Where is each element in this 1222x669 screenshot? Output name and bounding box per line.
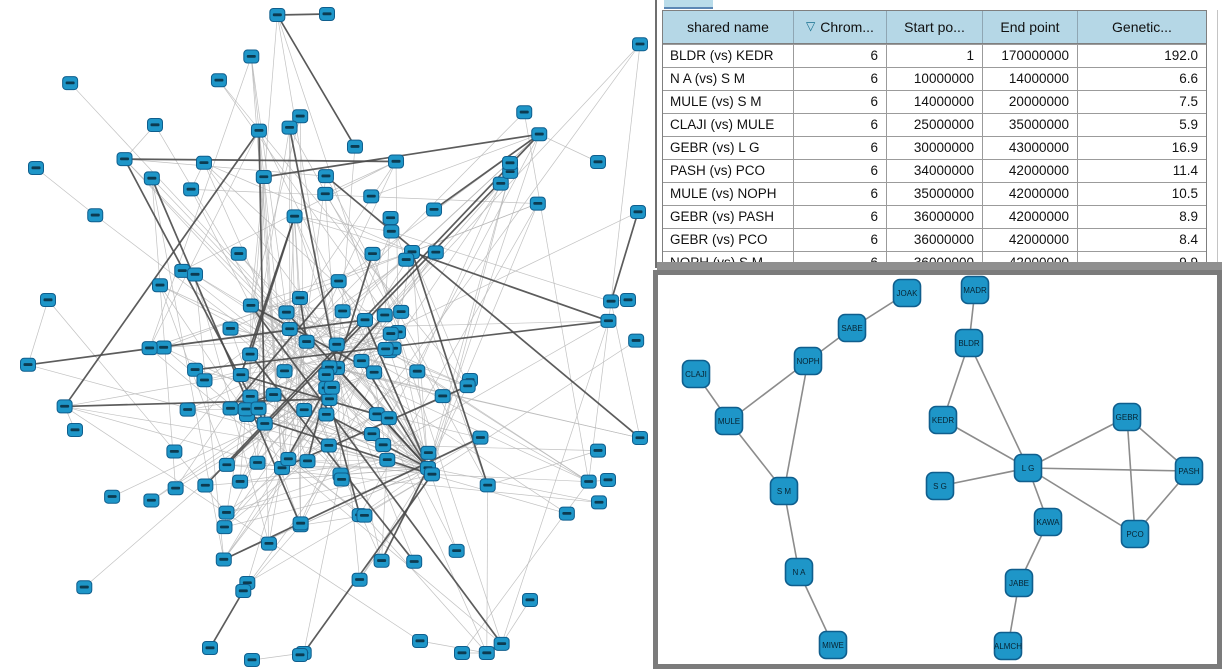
table-row[interactable] <box>663 44 1206 67</box>
network-edge <box>364 516 486 653</box>
column-header-label: Genetic... <box>1112 19 1172 35</box>
network-node-miwe[interactable] <box>820 632 847 659</box>
network-node[interactable] <box>117 153 132 166</box>
table-cell[interactable]: 6 <box>794 137 887 159</box>
table-cell[interactable]: GEBR (vs) PASH <box>663 206 794 228</box>
network-edge <box>539 134 598 162</box>
network-edge <box>204 163 412 252</box>
table-cell[interactable]: 42000000 <box>983 206 1078 228</box>
table-row[interactable] <box>663 159 1206 182</box>
network-node-s-m[interactable] <box>771 478 798 505</box>
network-node[interactable] <box>250 456 265 469</box>
network-node[interactable] <box>331 275 346 288</box>
network-node[interactable] <box>203 642 218 655</box>
network-node[interactable] <box>142 342 157 355</box>
table-row[interactable] <box>663 136 1206 159</box>
network-node[interactable] <box>251 402 266 415</box>
network-node[interactable] <box>318 187 333 200</box>
table-cell[interactable]: 5.9 <box>1179 117 1198 132</box>
network-node[interactable] <box>144 172 159 185</box>
network-node[interactable] <box>168 482 183 495</box>
node-label: KEDR <box>931 415 955 425</box>
network-node[interactable] <box>197 374 212 387</box>
network-edge-L G-GEBR[interactable] <box>1028 417 1127 468</box>
network-node[interactable] <box>261 537 276 550</box>
table-cell[interactable]: 10.5 <box>1171 186 1198 201</box>
network-node[interactable] <box>282 322 297 335</box>
shared-name-table[interactable] <box>662 10 1207 275</box>
column-header-label: End point <box>1000 19 1060 35</box>
table-tab-fragment <box>664 0 713 9</box>
network-node[interactable] <box>532 128 547 141</box>
node-label: N A <box>792 567 806 577</box>
table-cell[interactable]: 42000000 <box>983 229 1078 251</box>
table-cell[interactable]: 25000000 <box>887 114 983 136</box>
network-node[interactable] <box>231 247 246 260</box>
network-node[interactable] <box>384 225 399 238</box>
network-node[interactable] <box>364 190 379 203</box>
network-edge <box>36 168 95 215</box>
network-node[interactable] <box>376 438 391 451</box>
network-node-bldr[interactable] <box>956 330 983 357</box>
network-node-joak[interactable] <box>894 280 921 307</box>
table-cell[interactable]: 42000000 <box>983 160 1078 182</box>
network-node-claji[interactable] <box>683 361 710 388</box>
network-node[interactable] <box>321 439 336 452</box>
node-label: PCO <box>1126 529 1144 539</box>
network-node[interactable] <box>633 38 648 51</box>
node-label: KAWA <box>1036 517 1060 527</box>
table-row[interactable] <box>663 90 1206 113</box>
network-edge <box>28 300 48 365</box>
network-node[interactable] <box>88 209 103 222</box>
network-node[interactable] <box>188 268 203 281</box>
network-edge <box>389 418 457 551</box>
table-cell[interactable]: 42000000 <box>983 183 1078 205</box>
column-header-genetic---[interactable] <box>1078 11 1206 43</box>
network-node[interactable] <box>257 417 272 430</box>
network-node[interactable] <box>152 279 167 292</box>
network-node-sabe[interactable] <box>839 315 866 342</box>
network-edge-GEBR-PCO[interactable] <box>1127 417 1135 534</box>
node-label: PASH <box>1178 466 1200 476</box>
network-node[interactable] <box>455 647 470 660</box>
network-node[interactable] <box>293 292 308 305</box>
network-node[interactable] <box>233 368 248 381</box>
table-cell[interactable]: 36000000 <box>887 229 983 251</box>
table-row[interactable] <box>663 113 1206 136</box>
table-cell[interactable]: 6 <box>794 206 887 228</box>
table-cell[interactable]: MULE (vs) NOPH <box>663 183 794 205</box>
network-node[interactable] <box>266 388 281 401</box>
network-node[interactable] <box>300 455 315 468</box>
network-node[interactable] <box>427 203 442 216</box>
table-cell[interactable]: 6 <box>794 183 887 205</box>
network-node[interactable] <box>413 635 428 648</box>
network-node[interactable] <box>631 206 646 219</box>
network-edge <box>611 212 638 301</box>
network-node[interactable] <box>354 354 369 367</box>
node-label: ALMCH <box>993 641 1023 651</box>
network-node[interactable] <box>319 408 334 421</box>
network-node[interactable] <box>357 509 372 522</box>
table-cell[interactable]: 1 <box>887 45 983 67</box>
network-edge <box>326 176 640 438</box>
node-label: CLAJI <box>685 369 707 379</box>
table-header-row <box>663 11 1206 44</box>
column-header-label: shared name <box>687 19 769 35</box>
network-node[interactable] <box>256 170 271 183</box>
network-edge <box>420 641 487 653</box>
network-node[interactable] <box>236 584 251 597</box>
network-node[interactable] <box>270 9 285 22</box>
table-cell[interactable]: BLDR (vs) KEDR <box>663 45 794 67</box>
network-node[interactable] <box>449 544 464 557</box>
network-edge <box>428 134 539 468</box>
network-node[interactable] <box>389 155 404 168</box>
table-cell[interactable]: GEBR (vs) L G <box>663 137 794 159</box>
network-node[interactable] <box>29 162 44 175</box>
node-label: BLDR <box>958 338 980 348</box>
table-cell[interactable]: 6 <box>794 160 887 182</box>
column-header-end-point[interactable] <box>983 11 1078 43</box>
network-node[interactable] <box>473 431 488 444</box>
network-edge <box>434 134 539 209</box>
node-label: MADR <box>963 285 987 295</box>
network-node[interactable] <box>530 197 545 210</box>
table-row[interactable] <box>663 67 1206 90</box>
network-node[interactable] <box>299 335 314 348</box>
network-edge <box>295 216 487 653</box>
table-cell[interactable]: 6 <box>794 68 887 90</box>
table-cell[interactable]: 36000000 <box>887 206 983 228</box>
network-node[interactable] <box>223 322 238 335</box>
network-node[interactable] <box>633 431 648 444</box>
table-row[interactable] <box>663 205 1206 228</box>
table-cell[interactable]: 6 <box>794 229 887 251</box>
network-node[interactable] <box>460 380 475 393</box>
network-node[interactable] <box>198 479 213 492</box>
network-node[interactable] <box>629 334 644 347</box>
table-cell[interactable]: 34000000 <box>887 160 983 182</box>
network-node[interactable] <box>148 119 163 132</box>
network-node-pash[interactable] <box>1176 458 1203 485</box>
network-node[interactable] <box>318 170 333 183</box>
network-node[interactable] <box>217 521 232 534</box>
network-node[interactable] <box>358 314 373 327</box>
column-header-chrom---[interactable] <box>794 11 887 43</box>
network-node[interactable] <box>233 475 248 488</box>
network-edge <box>487 485 488 653</box>
network-node-l-g[interactable] <box>1015 455 1042 482</box>
network-node[interactable] <box>167 445 182 458</box>
network-node[interactable] <box>219 506 234 519</box>
network-node[interactable] <box>329 338 344 351</box>
network-node[interactable] <box>223 402 238 415</box>
network-node[interactable] <box>480 479 495 492</box>
network-node[interactable] <box>424 468 439 481</box>
filtered-network-canvas[interactable] <box>658 275 1217 664</box>
network-edge <box>219 80 398 332</box>
network-edge <box>412 252 608 321</box>
network-node[interactable] <box>399 253 414 266</box>
network-node[interactable] <box>381 412 396 425</box>
table-cell[interactable]: GEBR (vs) PCO <box>663 229 794 251</box>
network-node[interactable] <box>523 594 538 607</box>
column-header-label: Start po... <box>904 19 965 35</box>
network-node[interactable] <box>334 473 349 486</box>
network-node[interactable] <box>493 177 508 190</box>
network-node-jabe[interactable] <box>1006 570 1033 597</box>
network-node-almch[interactable] <box>994 633 1022 660</box>
network-node[interactable] <box>297 403 312 416</box>
node-label: S G <box>933 481 947 491</box>
network-node[interactable] <box>494 637 509 650</box>
network-node[interactable] <box>383 327 398 340</box>
network-node[interactable] <box>180 403 195 416</box>
network-node[interactable] <box>479 647 494 660</box>
column-header-start-po---[interactable] <box>887 11 983 43</box>
table-row[interactable] <box>663 182 1206 205</box>
network-edge <box>210 591 243 648</box>
column-header-shared-name[interactable] <box>663 11 794 43</box>
network-node[interactable] <box>428 246 443 259</box>
table-cell[interactable]: PASH (vs) PCO <box>663 160 794 182</box>
table-cell[interactable]: CLAJI (vs) MULE <box>663 114 794 136</box>
network-node[interactable] <box>347 140 362 153</box>
network-node[interactable] <box>57 400 72 413</box>
node-label: SABE <box>841 323 863 333</box>
network-node[interactable] <box>184 183 199 196</box>
network-node[interactable] <box>601 474 616 487</box>
network-node[interactable] <box>244 50 259 63</box>
node-label: JOAK <box>896 288 918 298</box>
network-node[interactable] <box>517 106 532 119</box>
table-cell[interactable]: 20000000 <box>983 91 1078 113</box>
network-node-gebr[interactable] <box>1114 404 1141 431</box>
network-node[interactable] <box>219 458 234 471</box>
network-node[interactable] <box>407 555 422 568</box>
network-node[interactable] <box>621 294 636 307</box>
filtered-network-panel <box>653 270 1222 669</box>
network-node[interactable] <box>243 299 258 312</box>
table-cell[interactable]: 35000000 <box>887 183 983 205</box>
table-cell[interactable]: 6 <box>794 91 887 113</box>
network-node[interactable] <box>559 507 574 520</box>
network-node[interactable] <box>320 8 335 21</box>
network-node-madr[interactable] <box>962 277 989 304</box>
column-header-label: Chrom... <box>820 19 874 35</box>
table-cell[interactable]: 30000000 <box>887 137 983 159</box>
network-node[interactable] <box>144 494 159 507</box>
table-cell[interactable]: 35000000 <box>983 114 1078 136</box>
network-node[interactable] <box>591 496 606 509</box>
node-label: MIWE <box>822 640 844 650</box>
network-node[interactable] <box>245 654 260 667</box>
network-node[interactable] <box>21 358 36 371</box>
network-node[interactable] <box>211 74 226 87</box>
network-node[interactable] <box>604 295 619 308</box>
network-node[interactable] <box>394 305 409 318</box>
network-node[interactable] <box>374 554 389 567</box>
table-cell[interactable]: 14000000 <box>983 68 1078 90</box>
table-cell[interactable]: 6 <box>794 45 887 67</box>
network-node[interactable] <box>377 309 392 322</box>
network-edge-L G-PASH[interactable] <box>1028 468 1189 471</box>
node-label: JABE <box>1008 578 1030 588</box>
table-cell[interactable]: MULE (vs) S M <box>663 91 794 113</box>
network-node[interactable] <box>367 366 382 379</box>
network-node[interactable] <box>380 453 395 466</box>
network-node[interactable] <box>196 156 211 169</box>
table-cell[interactable]: 170000000 <box>983 45 1078 67</box>
network-node-n-a[interactable] <box>786 559 813 586</box>
node-label: MULE <box>717 416 741 426</box>
network-node[interactable] <box>216 553 231 566</box>
network-node[interactable] <box>591 156 606 169</box>
filter-icon[interactable]: ▽ <box>806 19 816 33</box>
table-cell[interactable]: 8.4 <box>1179 232 1198 247</box>
network-edge-NOPH-S M[interactable] <box>784 361 808 491</box>
network-node[interactable] <box>279 306 294 319</box>
network-node[interactable] <box>277 365 292 378</box>
network-node[interactable] <box>293 649 308 662</box>
table-cell[interactable]: 11.4 <box>1172 163 1198 178</box>
network-node[interactable] <box>282 121 297 134</box>
network-node-mule[interactable] <box>716 408 743 435</box>
network-node[interactable] <box>378 343 393 356</box>
network-node[interactable] <box>251 124 266 137</box>
network-node[interactable] <box>590 444 605 457</box>
network-node[interactable] <box>243 390 258 403</box>
node-label: S M <box>776 486 792 496</box>
network-node[interactable] <box>421 446 436 459</box>
network-node[interactable] <box>601 314 616 327</box>
network-node-s-g[interactable] <box>927 473 954 500</box>
table-cell[interactable]: 6 <box>794 114 887 136</box>
network-node[interactable] <box>77 581 92 594</box>
network-node[interactable] <box>319 368 334 381</box>
network-node[interactable] <box>335 305 350 318</box>
network-edge <box>611 44 640 301</box>
table-cell[interactable]: 10000000 <box>887 68 983 90</box>
network-node[interactable] <box>581 475 596 488</box>
edge-table-panel <box>655 0 1222 268</box>
table-cell[interactable]: 192.0 <box>1164 48 1198 63</box>
network-edge-BLDR-L G[interactable] <box>969 343 1028 468</box>
table-row[interactable] <box>663 228 1206 251</box>
network-edge <box>160 285 589 481</box>
network-node[interactable] <box>243 348 258 361</box>
table-cell[interactable]: 6.6 <box>1179 71 1198 86</box>
table-cell[interactable]: 43000000 <box>983 137 1078 159</box>
network-node[interactable] <box>324 381 339 394</box>
node-label: NOPH <box>796 356 820 366</box>
network-node-kawa[interactable] <box>1035 509 1062 536</box>
network-node[interactable] <box>365 247 380 260</box>
network-edge <box>360 204 538 515</box>
network-node[interactable] <box>410 365 425 378</box>
network-node[interactable] <box>435 390 450 403</box>
network-node[interactable] <box>281 453 296 466</box>
table-cell[interactable]: 16.9 <box>1171 140 1198 155</box>
network-node[interactable] <box>68 424 83 437</box>
network-node[interactable] <box>383 211 398 224</box>
node-label: L G <box>1021 463 1035 473</box>
table-cell[interactable]: N A (vs) S M <box>663 68 794 90</box>
network-edge <box>524 112 588 481</box>
network-node[interactable] <box>105 490 120 503</box>
network-node[interactable] <box>293 517 308 530</box>
network-node[interactable] <box>41 294 56 307</box>
network-node[interactable] <box>503 157 518 170</box>
table-cell[interactable]: 8.9 <box>1179 209 1198 224</box>
network-node[interactable] <box>352 573 367 586</box>
network-node[interactable] <box>156 341 171 354</box>
network-node-kedr[interactable] <box>930 407 957 434</box>
network-node[interactable] <box>287 210 302 223</box>
network-node-noph[interactable] <box>795 348 822 375</box>
table-cell[interactable]: 7.5 <box>1179 94 1198 109</box>
network-node[interactable] <box>63 77 78 90</box>
table-scrollbar-track[interactable] <box>1217 10 1218 263</box>
node-label: GEBR <box>1115 412 1139 422</box>
table-cell[interactable]: 14000000 <box>887 91 983 113</box>
network-node-pco[interactable] <box>1122 521 1149 548</box>
